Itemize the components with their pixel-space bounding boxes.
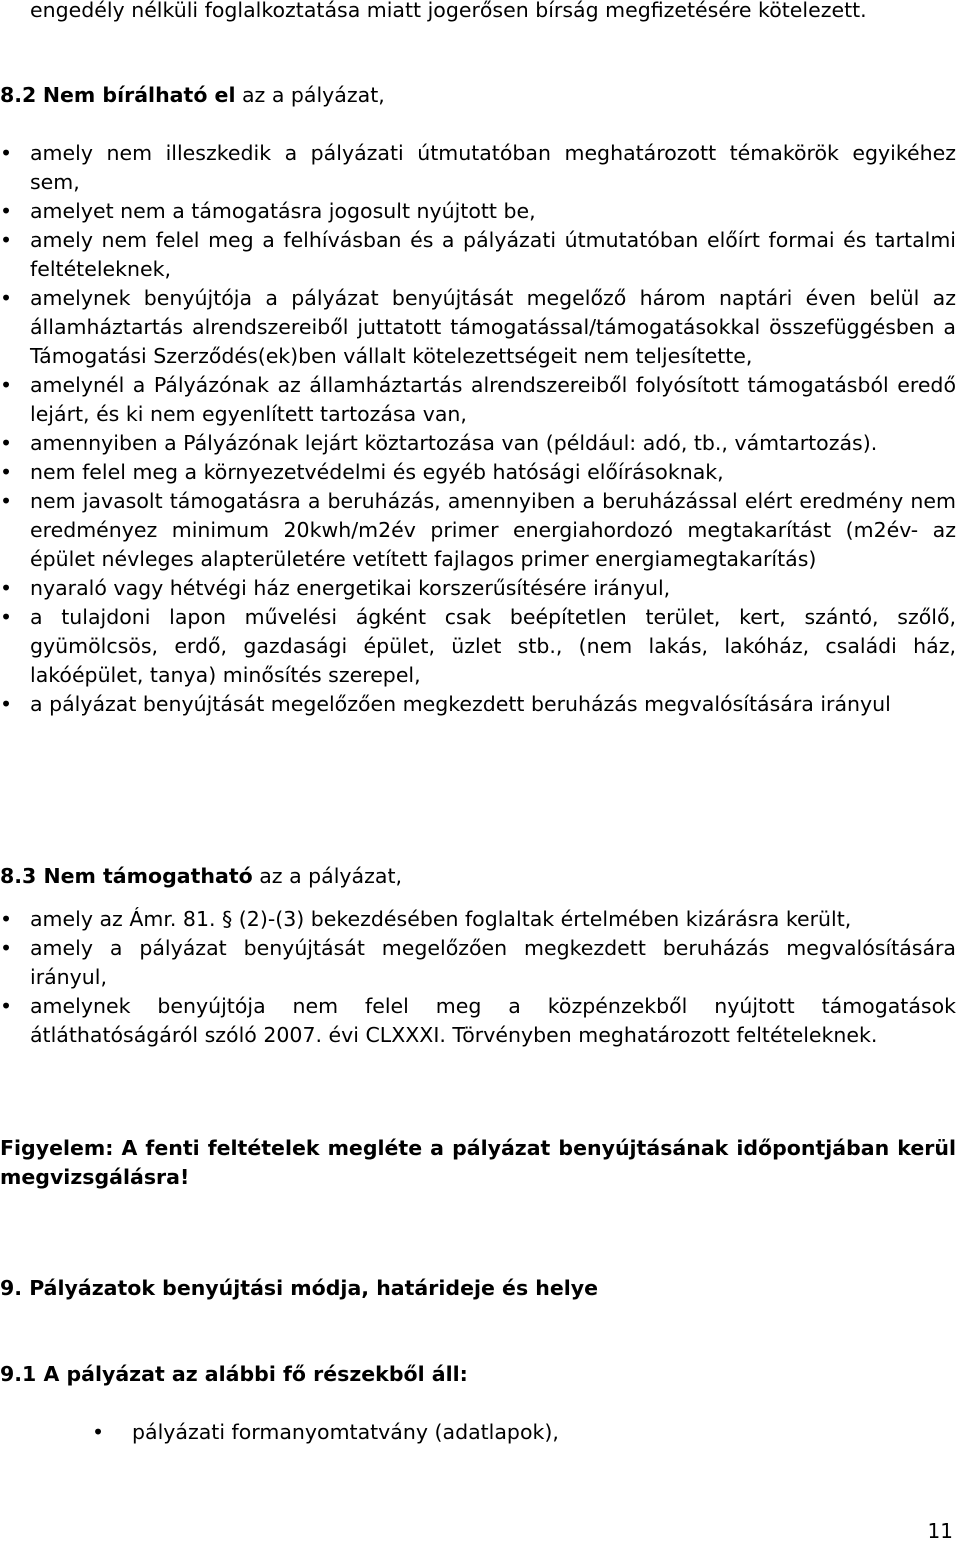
list-item: • amelyet nem a támogatásra jogosult nyújtott be,	[0, 197, 956, 226]
section-8-2-list	[0, 139, 956, 719]
list-item: • amely az Ámr. 81. § (2)-(3) bekezdésében foglaltak értelmében kizárásra került,	[0, 905, 956, 934]
list-item: • amelynek benyújtója nem felel meg a közpénzekből nyújtott támogatások átláthatóságáról szóló 2007. évi CLXXXI. Törvényben meghatározott feltételeknek.	[0, 994, 956, 1047]
bullet-icon: •	[0, 576, 13, 600]
list-item: • amelynek benyújtója a pályázat benyújtását megelőző három naptári éven belül az államháztartás alrendszereiből juttatott támogatással/támogatásokkal összefüggésben a Támogatási Szerződés(ek)ben vállalt kötelezettségeit nem teljesítette,	[0, 286, 956, 368]
list-item: • nyaraló vagy hétvégi ház energetikai korszerűsítésére irányul,	[0, 574, 956, 603]
bullet-icon: •	[0, 373, 13, 397]
bullet-icon: •	[0, 141, 13, 165]
list-item: • nem javasolt támogatásra a beruházás, amennyiben a beruházással elért eredmény nem eredményez minimum 20kwh/m2év primer energiahordozó megtakarítást (m2év- az épület névleges alapterületére vetített fajlagos primer energiamegtakarítás)	[0, 489, 956, 571]
section-8-3-heading	[0, 862, 956, 891]
bullet-icon: •	[0, 460, 13, 484]
section-9-1-title: 9.1 A pályázat az alábbi fő részekből áll:	[0, 1362, 468, 1386]
section-8-2-number: 8.2	[0, 83, 37, 107]
bullet-icon: •	[0, 489, 13, 513]
section-8-3-rest: az a pályázat,	[252, 864, 402, 888]
section-8-3-bold: 8.3 Nem támogatható	[0, 864, 253, 888]
bullet-icon: •	[0, 907, 13, 931]
bullet-icon: •	[0, 994, 13, 1018]
list-item: • a pályázat benyújtását megelőzően megkezdett beruházás megvalósítására irányul	[0, 690, 956, 719]
list-item: • a tulajdoni lapon művelési ágként csak beépítetlen terület, kert, szántó, szőlő, gyümölcsös, erdő, gazdasági épület, üzlet stb., (nem lakás, lakóház, családi ház, lakóépület, tanya) minősítés szerepel,	[0, 605, 956, 687]
bullet-icon: •	[0, 936, 13, 960]
bullet-icon: •	[0, 605, 13, 629]
bullet-icon: •	[0, 286, 13, 310]
bullet-icon: •	[92, 1420, 105, 1444]
bullet-icon: •	[0, 199, 13, 223]
section-8-2-rest: az a pályázat,	[235, 83, 385, 107]
bullet-icon: •	[0, 692, 13, 716]
section-8-2-bold: Nem bírálható el	[42, 83, 236, 107]
list-item: • amelynél a Pályázónak az államháztartás alrendszereiből folyósított támogatásból eredő lejárt, és ki nem egyenlített tartozása van,	[0, 373, 956, 426]
list-item: • pályázati formanyomtatvány (adatlapok),	[92, 1418, 952, 1447]
section-9-title: 9. Pályázatok benyújtási módja, határideje és helye	[0, 1276, 599, 1300]
list-item: • amely a pályázat benyújtását megelőzően megkezdett beruházás megvalósítására irányul,	[0, 936, 956, 989]
bullet-icon: •	[0, 431, 13, 455]
bullet-icon: •	[0, 228, 13, 252]
page-number: 11	[927, 1519, 953, 1543]
list-item: • amennyiben a Pályázónak lejárt köztartozása van (például: adó, tb., vámtartozás).	[0, 429, 956, 458]
warning-text: Figyelem: A fenti feltételek megléte a pályázat benyújtásának időpontjában kerül megvizsgálásra!	[0, 1136, 956, 1189]
intro-paragraph: engedély nélküli foglalkoztatása miatt jogerősen bírság megfizetésére kötelezett.	[30, 0, 867, 22]
section-8-3-list	[0, 905, 956, 1050]
section-8-2-heading	[0, 81, 956, 110]
list-item: • amely nem illeszkedik a pályázati útmutatóban meghatározott témakörök egyikéhez sem,	[0, 141, 956, 194]
list-item: • nem felel meg a környezetvédelmi és egyéb hatósági előírásoknak,	[0, 458, 956, 487]
list-item: • amely nem felel meg a felhívásban és a pályázati útmutatóban előírt formai és tartalmi feltételeknek,	[0, 228, 956, 281]
section-9-1-list	[92, 1418, 952, 1447]
